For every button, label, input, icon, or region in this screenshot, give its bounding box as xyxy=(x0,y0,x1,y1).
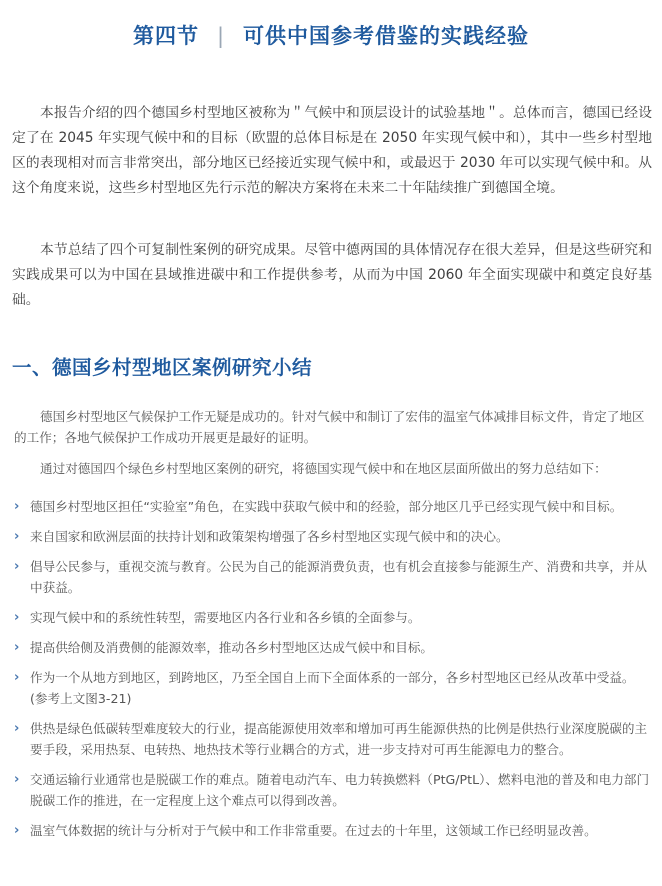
list-item xyxy=(14,526,650,547)
list-item xyxy=(14,607,650,628)
list-item-text: 供热是绿色低碳转型难度较大的行业，提高能源使用效率和增加可再生能源供热的比例是供热行业深度脱碳的主要手段，采用热泵、电转热、地热技术等行业耦合的方式，进一步支持对可再生能源电力的整合。 xyxy=(30,721,648,757)
section-header xyxy=(0,20,662,50)
list-item xyxy=(14,718,650,760)
list-item-text: 提高供给侧及消费侧的能源效率，推动各乡村型地区达成气候中和目标。 xyxy=(30,640,433,655)
chevron-right-icon: › xyxy=(14,823,20,838)
list-item-text: 倡导公民参与，重视交流与教育。公民为自己的能源消费负责，也有机会直接参与能源生产、消费和共享，并从中获益。 xyxy=(30,559,648,595)
chevron-right-icon: › xyxy=(14,640,20,655)
section-title: 可供中国参考借鉴的实践经验 xyxy=(243,24,530,48)
list-item xyxy=(14,769,650,811)
list-item-text: 温室气体数据的统计与分析对于气候中和工作非常重要。在过去的十年里，这领域工作已经明显改善。 xyxy=(30,823,597,838)
intro-paragraph-2 xyxy=(12,238,652,313)
subsection-paragraph-1-text: 德国乡村型地区气候保护工作无疑是成功的。针对气候中和制订了宏伟的温室气体减排目标文件，肯定了地区的工作；各地气候保护工作成功开展更是最好的证明。 xyxy=(14,409,645,445)
list-item-text: 作为一个从地方到地区，到跨地区，乃至全国自上而下全面体系的一部分，各乡村型地区已经从改革中受益。(参考上文图3-21) xyxy=(30,670,635,706)
list-item xyxy=(14,556,650,598)
subsection-paragraph-2-text: 通过对德国四个绿色乡村型地区案例的研究，将德国实现气候中和在地区层面所做出的努力总结如下： xyxy=(40,461,607,476)
chevron-right-icon: › xyxy=(14,610,20,625)
list-item-text: 德国乡村型地区担任“实验室”角色，在实践中获取气候中和的经验，部分地区几乎已经实现气候中和目标。 xyxy=(30,499,623,514)
section-number: 第四节 xyxy=(132,24,199,48)
intro-paragraph-1 xyxy=(12,101,652,201)
intro-paragraph-2-text: 本节总结了四个可复制性案例的研究成果。尽管中德两国的具体情况存在很大差异，但是这些研究和实践成果可以为中国在县域推进碳中和工作提供参考，从而为中国 2060 年全面实现碳中和奠定良好基础。 xyxy=(12,242,652,308)
subsection-paragraph-1 xyxy=(14,406,650,448)
intro-paragraph-1-text: 本报告介绍的四个德国乡村型地区被称为＂气候中和顶层设计的试验基地＂。总体而言，德国已经设定了在 2045 年实现气候中和的目标（欧盟的总体目标是在 2050 年实现气候中和），其中一些乡村型地区的表现相对而言非常突出，部分地区已经接近实现气候中和，或最迟于 2030 年可以实现气候中和。从这个角度来说，这些乡村型地区先行示范的解决方案将在未来二十年陆续推广到德国全境。 xyxy=(12,105,652,196)
summary-list xyxy=(14,496,650,850)
list-item xyxy=(14,496,650,517)
header-separator: | xyxy=(216,24,226,48)
chevron-right-icon: › xyxy=(14,529,20,544)
list-item-text: 实现气候中和的系统性转型，需要地区内各行业和各乡镇的全面参与。 xyxy=(30,610,421,625)
list-item-text: 来自国家和欧洲层面的扶持计划和政策架构增强了各乡村型地区实现气候中和的决心。 xyxy=(30,529,509,544)
chevron-right-icon: › xyxy=(14,721,20,736)
chevron-right-icon: › xyxy=(14,772,20,787)
list-item xyxy=(14,820,650,841)
list-item xyxy=(14,667,650,709)
list-item-text: 交通运输行业通常也是脱碳工作的难点。随着电动汽车、电力转换燃料（PtG/PtL）、燃料电池的普及和电力部门脱碳工作的推进，在一定程度上这个难点可以得到改善。 xyxy=(30,772,650,808)
chevron-right-icon: › xyxy=(14,670,20,685)
list-item xyxy=(14,637,650,658)
subsection-paragraph-2 xyxy=(14,458,650,479)
subsection-title: 一、德国乡村型地区案例研究小结 xyxy=(12,356,313,379)
chevron-right-icon: › xyxy=(14,499,20,514)
chevron-right-icon: › xyxy=(14,559,20,574)
